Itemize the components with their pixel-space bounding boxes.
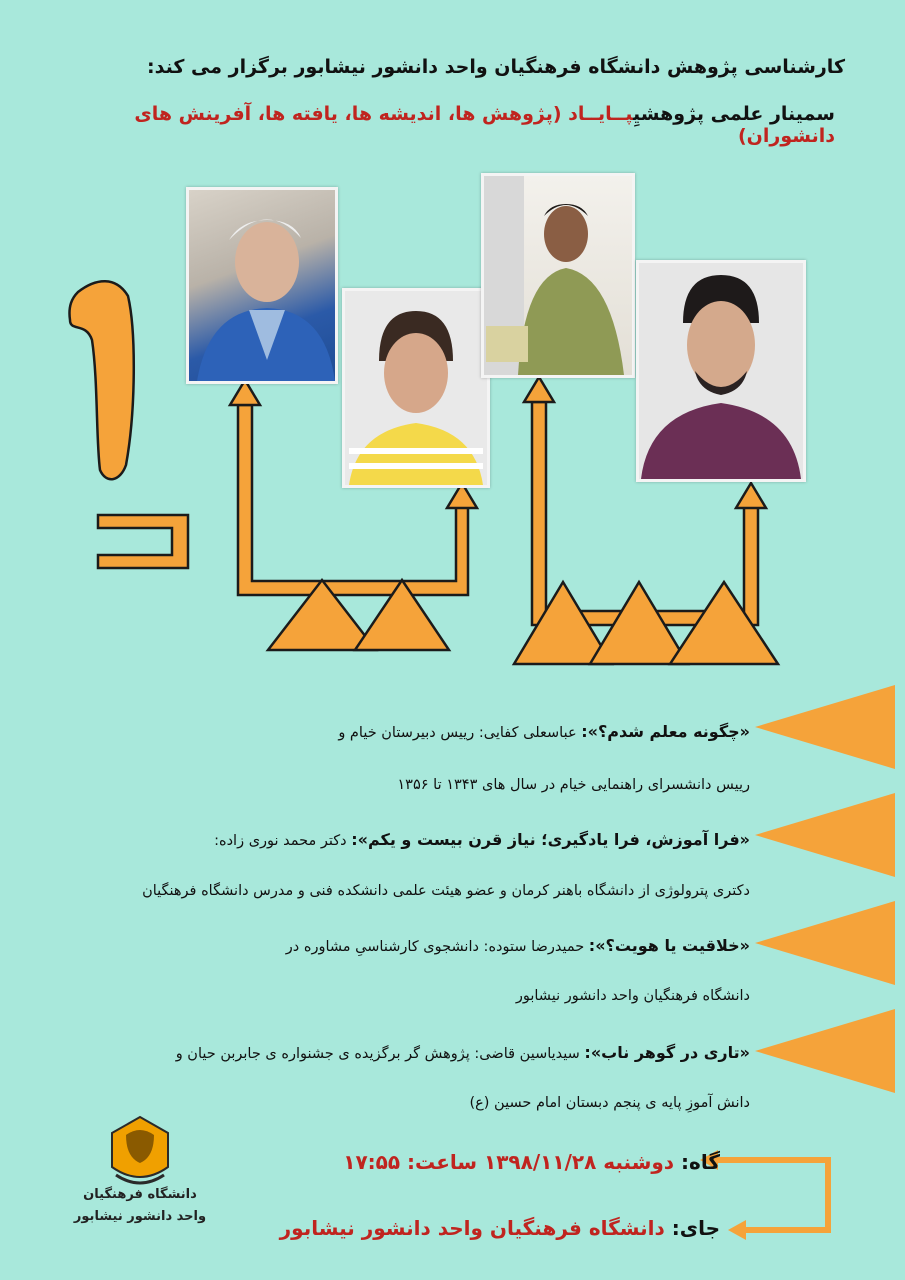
logo-line-1: دانشگاه فرهنگیان <box>83 1187 197 1202</box>
talk-3-speaker: حمیدرضا ستوده: دانشجوی کارشناسیِ مشاوره در <box>285 939 585 955</box>
talk-marker-3 <box>755 901 895 985</box>
talk-marker-4 <box>755 1009 895 1093</box>
header-line-1: کارشناسی پژوهش دانشگاه فرهنگیان واحد دانشور نیشابور برگزار می کند: <box>147 56 845 78</box>
person-silhouette-icon <box>345 291 487 485</box>
photo-speaker-3 <box>481 173 635 378</box>
talk-1-line-1 <box>50 722 750 743</box>
seminar-subtitle: (پژوهش ها، اندیشه ها، یافته ها، آفرینش های دانشوران) <box>134 103 835 147</box>
event-place-value: دانشگاه فرهنگیان واحد دانشور نیشابور <box>279 1216 665 1240</box>
event-time-value: دوشنبه ۱۳۹۸/۱۱/۲۸ ساعت: ۱۷:۵۵ <box>343 1150 675 1174</box>
talk-markers <box>745 685 905 1105</box>
event-place <box>120 1216 720 1240</box>
person-silhouette-icon <box>189 190 335 381</box>
event-time <box>120 1150 720 1174</box>
photo-speaker-4 <box>342 288 490 488</box>
talk-4-line-2: دانش آموزِ پایه ی پنجم دبستان امام حسین (ع) <box>469 1095 750 1111</box>
talk-4-speaker: سیدیاسین قاضی: پژوهش گر برگزیده ی جشنواره ی جابربن حیان و <box>175 1046 580 1062</box>
talk-1-line-2: رییس دانشسرای راهنمایی خیام در سال های ۱۳۴۳ تا ۱۳۵۶ <box>397 777 750 793</box>
person-silhouette-icon <box>639 263 803 479</box>
seminar-prefix: سمینار علمی پژوهشیِ <box>633 103 835 125</box>
talk-2-title: «فرا آموزش، فرا یادگیری؛ نیاز قرن بیست و یکم»: <box>351 830 750 849</box>
arrow-head-4 <box>736 483 766 508</box>
talk-3-title: «خلاقیت یا هویت؟»: <box>588 936 750 955</box>
photo-speaker-1 <box>186 187 338 384</box>
footer-connector <box>700 1140 840 1250</box>
dal-bracket-shape <box>98 515 188 568</box>
talk-2-line-2: دکتری پترولوژی از دانشگاه باهنر کرمان و عضو هیئت علمی دانشکده فنی و مدرس دانشگاه فرهنگیان <box>142 883 750 899</box>
talk-marker-1 <box>755 685 895 769</box>
talk-2-speaker: دکتر محمد نوری زاده: <box>214 833 347 849</box>
event-time-label: گاه: <box>681 1150 720 1174</box>
person-silhouette-icon <box>484 176 632 375</box>
talk-marker-2 <box>755 793 895 877</box>
talk-3-line-1 <box>50 936 750 957</box>
talk-1-speaker: عباسعلی کفایی: رییس دبیرستان خیام و <box>338 725 577 741</box>
talk-4-title: «تاری در گوهر ناب»: <box>584 1043 750 1062</box>
logo-emblem-icon <box>70 1105 210 1245</box>
logo-line-2: واحد دانشور نیشابور <box>73 1209 207 1224</box>
talk-4-line-1 <box>50 1043 750 1064</box>
seminar-name: پــایــاد <box>568 103 634 125</box>
talk-3-line-2: دانشگاه فرهنگیان واحد دانشور نیشابور <box>515 988 750 1004</box>
university-logo <box>70 1105 210 1245</box>
arrow-head-3 <box>524 377 554 402</box>
talk-1-title: «چگونه معلم شدم؟»: <box>581 722 750 741</box>
event-place-label: جای: <box>671 1216 720 1240</box>
numeral-one-shape <box>69 281 133 479</box>
talk-2-line-1 <box>50 830 750 851</box>
photo-speaker-2 <box>636 260 806 482</box>
